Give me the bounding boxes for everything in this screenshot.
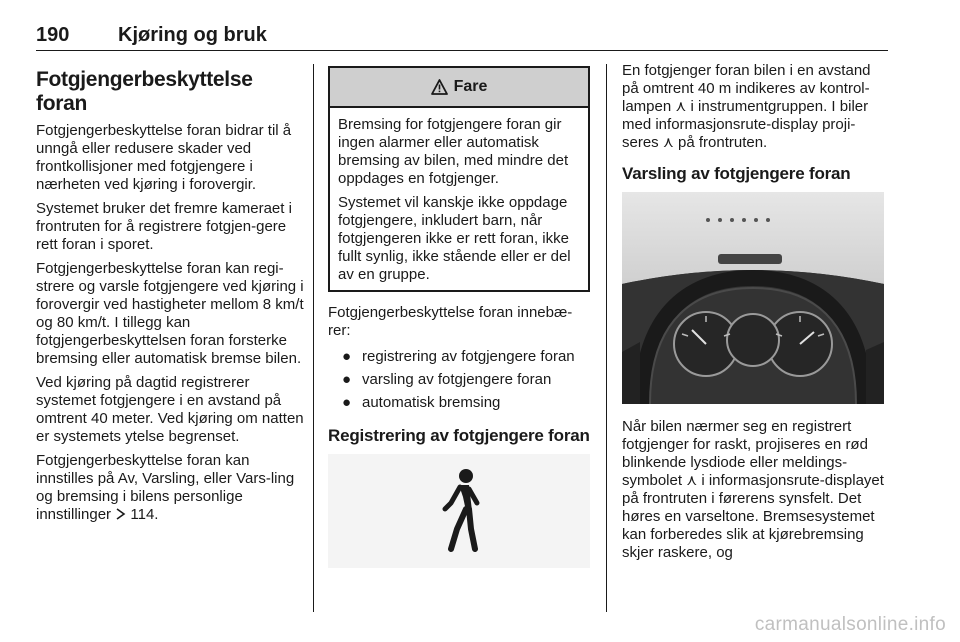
bullet: ● <box>342 348 352 365</box>
paragraph: En fotgjenger foran bilen i en avstand på omtrent 40 m indikeres av kontrol-lampen ⋏ i instrumentgruppen. I biler med informasjonsrute-display proji-seres ⋏ på frontruten. <box>622 62 871 151</box>
column-2 <box>328 62 590 568</box>
feature-list <box>328 348 590 412</box>
paragraph: Ved kjøring på dagtid registrerer systemet fotgjengere i en avstand på omtrent 40 meter. Ved kjøring om natten er systemets ytelse begrenset. <box>36 374 304 445</box>
warning-triangle-icon <box>431 79 448 95</box>
pedestrian-icon <box>435 467 483 555</box>
warning-body <box>330 108 588 290</box>
column-3 <box>622 62 888 568</box>
bullet: ● <box>342 371 352 388</box>
section-heading: Fotgjengerbeskyttelse foran <box>36 68 253 115</box>
paragraph-settings <box>36 452 304 525</box>
column-divider-2 <box>606 64 607 612</box>
list-item: ● automatisk bremsing <box>342 394 501 411</box>
paragraph: Når bilen nærmer seg en registrert fotgjenger for raskt, projiseres en rød blinkende lysdiode eller meldings-symbolet ⋏ i informasjonsrute-displayet på frontruten i førerens synsfelt. Det høres en varseltone. Bremsesystemet kan forberedes slik at kjørebremsing skjer raskere, og <box>622 418 884 561</box>
warning-text: Systemet vil kanskje ikke oppdage fotgjengere, inkludert barn, når fotgjengeren ikke er rett foran, ikke fullt synlig, ikke stående eller er del av en gruppe. <box>338 194 571 283</box>
page-ref-link[interactable]: 114. <box>130 506 159 523</box>
dashboard-illustration <box>622 192 884 404</box>
list-item: ● registrering av fotgjengere foran <box>342 348 575 365</box>
subsection-heading: Varsling av fotgjengere foran <box>622 164 851 183</box>
intro-text: Fotgjengerbeskyttelse foran innebæ-rer: <box>328 304 573 339</box>
paragraph: Fotgjengerbeskyttelse foran bidrar til å unngå eller redusere skader ved frontkollisjoner med fotgjengere i nærheten ved kjøring i forovergir. <box>36 122 292 193</box>
paragraph: Systemet bruker det fremre kameraet i frontruten for å registrere fotgjen-gere rett foran i sporet. <box>36 200 292 253</box>
paragraph-text: Fotgjengerbeskyttelse foran kan innstilles på Av, Varsling, eller Vars-ling og bremsing i bilens personlige innstillinger <box>36 452 295 523</box>
subsection-heading: Registrering av fotgjengere foran <box>328 426 590 445</box>
watermark: carmanualsonline.info <box>754 614 946 635</box>
column-1 <box>36 62 304 531</box>
warning-title: Fare <box>453 78 488 95</box>
paragraph: Fotgjengerbeskyttelse foran kan regi-strere og varsle fotgjengere ved kjøring i forovergir ved hastigheter mellom 8 km/t og 80 km/t. I tillegg kan fotgjengerbeskyttelsen foran forsterke bremsing eller automatisk bremse bilen. <box>36 260 304 367</box>
page-header <box>36 20 888 51</box>
bullet: ● <box>342 394 352 411</box>
list-item: ● varsling av fotgjengere foran <box>342 371 552 388</box>
page-number: 190 <box>36 24 70 46</box>
chapter-title: Kjøring og bruk <box>118 24 267 46</box>
pedestrian-figure <box>328 454 590 568</box>
page-ref-arrow-icon <box>115 507 126 525</box>
warning-box <box>328 66 590 292</box>
warning-header <box>330 68 588 108</box>
column-divider-1 <box>313 64 314 612</box>
warning-text: Bremsing for fotgjengere foran gir ingen alarmer eller automatisk bremsing av bilen, med mindre det oppdages en fotgjenger. <box>338 116 569 187</box>
